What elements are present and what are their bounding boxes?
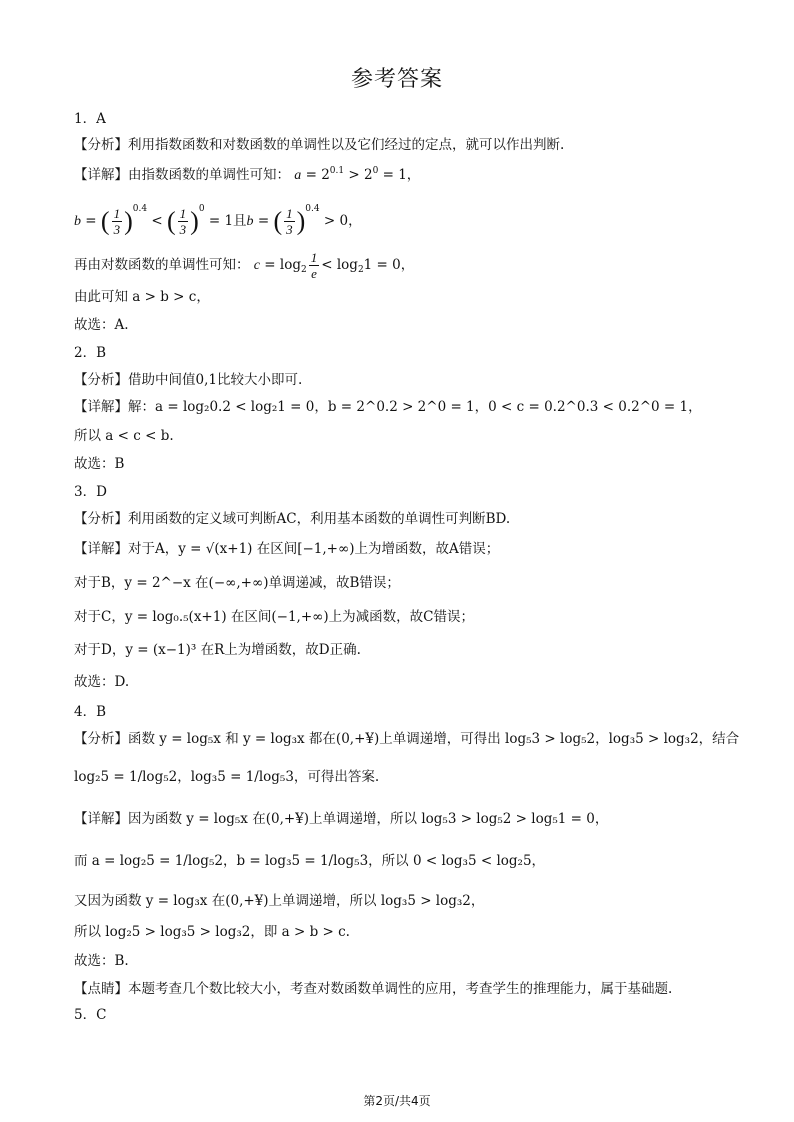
q3-choice: 故选：D. [74,674,130,690]
q4-number: 4．B [74,704,107,720]
q2-conclusion: 所以 a < c < b. [74,428,174,444]
q2-choice: 故选：B [74,456,125,472]
page-title: 参考答案 [350,67,443,92]
q3-option-d: 对于D，y = (x−1)³ 在R上为增函数，故D正确. [74,642,361,658]
q4-analysis-2: log₂5 = 1/log₅2，log₃5 = 1/log₅3，可得出答案. [74,769,380,785]
q4-choice: 故选：B. [74,953,129,969]
q2-number: 2．B [74,345,107,361]
page-footer: 第2页/共4页 [363,1094,431,1108]
q1-number: 1．A [74,111,106,127]
q2-detail: 【详解】解：a = log₂0.2 < log₂1 = 0，b = 2^0.2 > 2^0 = 1，0 < c = 0.2^0.3 < 0.2^0 = 1， [74,399,702,415]
q5-number: 5．C [74,1007,107,1023]
q1-conclusion: 由此可知 a > b > c， [74,289,210,305]
q4-detail-1: 【详解】因为函数 y = log₅x 在(0,+¥)上单调递增，所以 log₅3 > log₅2 > log₅1 = 0， [74,811,609,827]
q1-detail: 【详解】由指数函数的单调性可知： $a = 2^{0.1} > 2^0 = 1$， [74,166,421,183]
q4-comment: 【点睛】本题考查几个数比较大小，考查对数函数单调性的应用，考查学生的推理能力，属于基础题. [74,981,673,997]
q4-detail-2: 而 a = log₂5 = 1/log₅2，b = log₃5 = 1/log₅3，所以 0 < log₃5 < log₂5， [74,853,546,869]
q3-option-c: 对于C，y = log₀.₅(x+1) 在区间(−1,+∞)上为减函数，故C错误； [74,609,475,625]
q1-choice: 故选：A. [74,317,129,333]
q3-option-b: 对于B，y = 2^−x 在(−∞,+∞)单调递减，故B错误； [74,575,400,591]
q3-number: 3．D [74,484,107,500]
q4-detail-3: 又因为函数 y = log₃x 在(0,+¥)上单调递增，所以 log₃5 > log₃2， [74,893,485,909]
q2-analysis: 【分析】借助中间值0,1比较大小即可. [74,372,303,388]
q1-b-comparison: b = ( $\frac{1}{3}$ )$^{0.4}$ < ( $\frac{1}{3}$ )$^0$ = 1且b = ( $\frac{1}{3}$ )$^{0.4}$ > 0， [74,204,362,237]
q3-analysis: 【分析】利用函数的定义域可判断AC，利用基本函数的单调性可判断BD. [74,511,511,527]
q1-analysis: 【分析】利用指数函数和对数函数的单调性以及它们经过的定点，就可以作出判断. [74,137,565,153]
q1-log: 再由对数函数的单调性可知： $c = \log_2$ $\frac{1}{e}$ < $\log_21 = 0$， [74,250,415,281]
q4-detail-4: 所以 log₂5 > log₃5 > log₃2，即 a > b > c. [74,924,350,940]
q3-option-a: 【详解】对于A，y = √(x+1) 在区间[−1,+∞)上为增函数，故A错误； [74,541,500,557]
q4-analysis-1: 【分析】函数 y = log₅x 和 y = log₃x 都在(0,+¥)上单调递增，可得出 log₅3 > log₅2，log₃5 > log₃2，结合 [74,731,740,747]
